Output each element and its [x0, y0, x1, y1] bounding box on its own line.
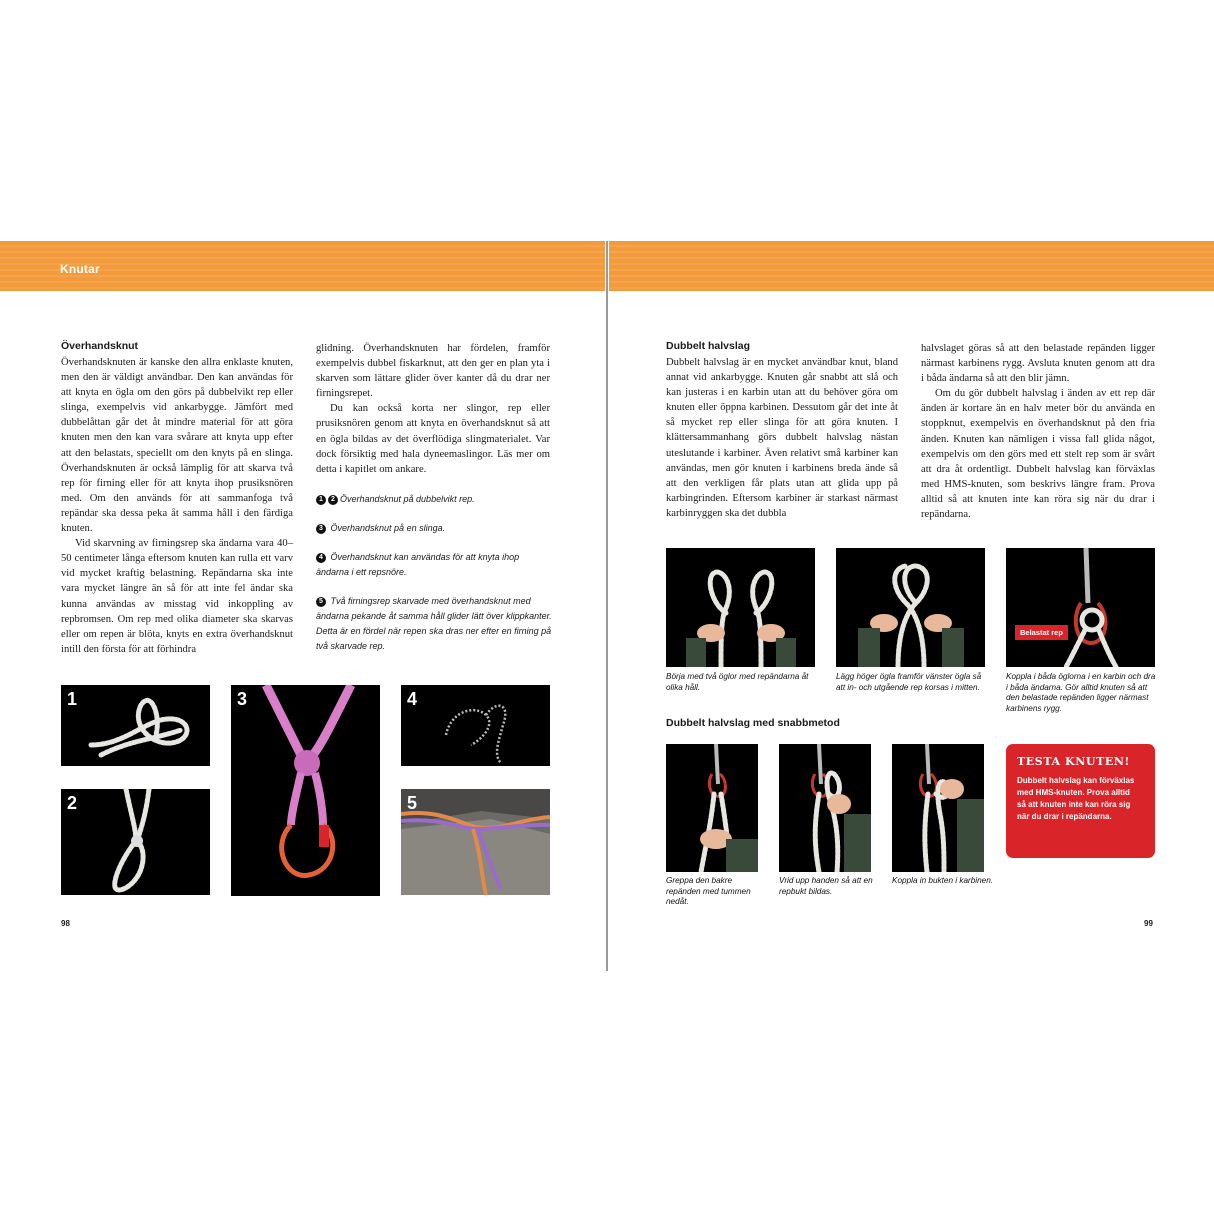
- photo-knot-1: [61, 685, 210, 766]
- photo-quick-step-1: [666, 744, 758, 872]
- section-heading: Överhandsknut: [61, 340, 139, 352]
- caption-text: Överhandsknut på en slinga.: [330, 523, 446, 533]
- photo-caption: Greppa den bakre repänden med tummen nedåt.: [666, 876, 751, 906]
- hand-bight-illustration: [779, 744, 871, 872]
- marker-badge: 4: [316, 553, 326, 563]
- photo-quick-step-3: [892, 744, 984, 872]
- section-heading: Dubbelt halvslag: [666, 340, 751, 352]
- photo-knot-5: [401, 789, 550, 895]
- sling-carabiner-illustration: [231, 685, 380, 896]
- photo-caption: Lägg höger ögla framför vänster ögla så att in- och utgående rep korsas i mitten.: [836, 672, 982, 692]
- figure-caption: [316, 594, 552, 654]
- page-number-left: 98: [61, 919, 70, 928]
- paragraph: glidning. Överhandsknuten har fördelen, framför exempelvis dubbel fiskarknut, att den ger en plan yta i skarven som lättare glider över kanter då du drar ner firningsrepet.: [316, 343, 550, 400]
- photo-halfhitch-step-3: [1006, 548, 1155, 667]
- paragraph: Du kan också korta ner slingor, rep eller prusiksnören genom att knyta en överhandsknut så att en ögla bildas av det överflödiga slingmaterialet. Var dock försiktig med hala dyneemaslingor. Läs mer om detta i kapitlet om ankare.: [316, 403, 550, 475]
- hands-crossed-loops-illustration: [836, 548, 985, 667]
- photo-number: 3: [237, 689, 248, 709]
- subsection-heading: Dubbelt halvslag med snabbmetod: [666, 717, 840, 729]
- photo-caption: Koppla i båda öglorna i en karbin och dra i båda ändarna. Gör alltid knuten så att den belastade repänden ligger närmast karbinens rygg.: [1006, 672, 1156, 713]
- paragraph: Överhandsknuten är kanske den allra enklaste knuten, men den är väldigt användbar. Den kan användas för att knyta en ögla om den görs på dubbelvikt rep eller slinga, exempelvis vid ankarbygge. Jämfört med dubbelåttan går det åt mindre material för att göra knuten men den kan vara svårare att knyta upp efter att den belastats, speciellt om den knyts på en slinga. Överhandsknuten är också lämplig för att skarva två rep för firning eller för att knyta ihop prusiksnören med. Om den används för att sammanfoga två repändar ska dessa peka åt samma håll i den färdiga knuten.: [61, 357, 293, 535]
- photo-knot-4: [401, 685, 550, 766]
- photo-knot-2: [61, 789, 210, 895]
- rope-loop-illustration: [61, 685, 210, 766]
- paragraph: Vid skarvning av firningsrep ska ändarna vara 40–50 centimeter långa eftersom knuten kan rulla ett varv vid mycket kraftig belastning. Repändarna ska inte vara mycket längre än så för att inte fel ändar ska kunna användas av misstag vid inkoppling av repbromsen. Om rep med olika diameter ska skarvas eller om repen är blöta, knyts en extra överhandsknut intill den första för att förhindra: [61, 538, 293, 655]
- caption-text: Två firningsrep skarvade med överhandsknut med ändarna pekande åt samma håll glider lätt över klippkanter. Detta är en fördel när repen ska dras ner efter en firning på två skarvade rep.: [316, 596, 552, 651]
- belastat-rep-label: Belastat rep: [1015, 625, 1068, 640]
- carabiner-knot-illustration: [1006, 548, 1155, 667]
- hand-rope-illustration: [666, 744, 758, 872]
- right-column-1: [666, 339, 898, 521]
- marker-badge: 1: [316, 495, 326, 505]
- rock-ropes-illustration: [401, 789, 550, 895]
- right-column-2: [921, 341, 1155, 522]
- photo-number: 4: [407, 689, 418, 709]
- testa-knuten-box: [1006, 744, 1155, 858]
- hands-loops-illustration: [666, 548, 815, 667]
- paragraph: halvslaget göras så att den belastade repänden ligger närmast karbinens rygg. Avsluta knuten genom att dra i båda ändarna så att den blir jämn.: [921, 343, 1155, 385]
- photo-caption: Koppla in bukten i karbinen.: [892, 876, 994, 885]
- paragraph: Dubbelt halvslag är en mycket användbar knut, bland annat vid ankarbygge. Knuten går snabbt att slå och kan justeras i en karbin utan att du behöver göra om knuten eller öppna karbinen. Dessutom går det inte åt så mycket rep eller slinga för att göra knuten. I klättersammanhang görs dubbelt halvslag nästan uteslutande i karbiner. Även relativt små karbiner kan användas, men gör knuten i karbinens breda ände så att den verkligen får plats utan att glida upp på karbingrinden. Eftersom karbiner är starkast närmast karbinryggen ska det dubbla: [666, 357, 898, 519]
- photo-quick-step-2: [779, 744, 871, 872]
- photo-halfhitch-step-2: [836, 548, 985, 667]
- testa-body: Dubbelt halvslag kan förväxlas med HMS-knuten. Prova alltid så att knuten inte kan röra sig när du drar i repändarna.: [1017, 776, 1135, 821]
- figure-caption: [316, 521, 552, 536]
- photo-caption: Börja med två öglor med repändarna åt olika håll.: [666, 672, 809, 692]
- marker-badge: 3: [316, 524, 326, 534]
- chapter-title: Knutar: [60, 262, 100, 276]
- photo-knot-3: [231, 685, 380, 896]
- clip-bight-illustration: [892, 744, 984, 872]
- book-spine: [606, 241, 608, 971]
- caption-text: Överhandsknut på dubbelvikt rep.: [340, 494, 475, 504]
- marker-badge: 2: [328, 495, 338, 505]
- photo-number: 1: [67, 689, 78, 709]
- photo-halfhitch-step-1: [666, 548, 815, 667]
- cord-loop-illustration: [401, 685, 550, 766]
- marker-badge: 5: [316, 597, 326, 607]
- paragraph: Om du gör dubbelt halvslag i änden av ett rep där änden är kortare än en halv meter bör du använda en stoppknut, exempelvis en överhandsknut på den fria änden. Knuten kan nämligen i vissa fall glida något, exempelvis om den görs med ett stelt rep som är svårt att dra åt ordentligt. Dubbelt halvslag kan förväxlas med HMS-knuten, som beskrivs längre fram. Prova alltid så att knuten inte kan röra sig när du drar i repändarna.: [921, 388, 1155, 521]
- left-column-1: [61, 339, 293, 657]
- caption-text: Överhandsknut kan användas för att knyta ihop ändarna i ett repsnöre.: [316, 552, 520, 577]
- page-number-right: 99: [1144, 919, 1153, 928]
- rope-loop-illustration: [61, 789, 210, 895]
- left-figure-captions: [316, 492, 552, 668]
- figure-caption: [316, 492, 552, 507]
- photo-number: 2: [67, 793, 78, 813]
- photo-caption: Vrid upp handen så att en repbukt bildas.: [779, 876, 873, 896]
- figure-caption: [316, 550, 552, 580]
- photo-number: 5: [407, 793, 418, 813]
- testa-title: TESTA KNUTEN!: [1017, 755, 1130, 768]
- left-column-2: [316, 341, 550, 477]
